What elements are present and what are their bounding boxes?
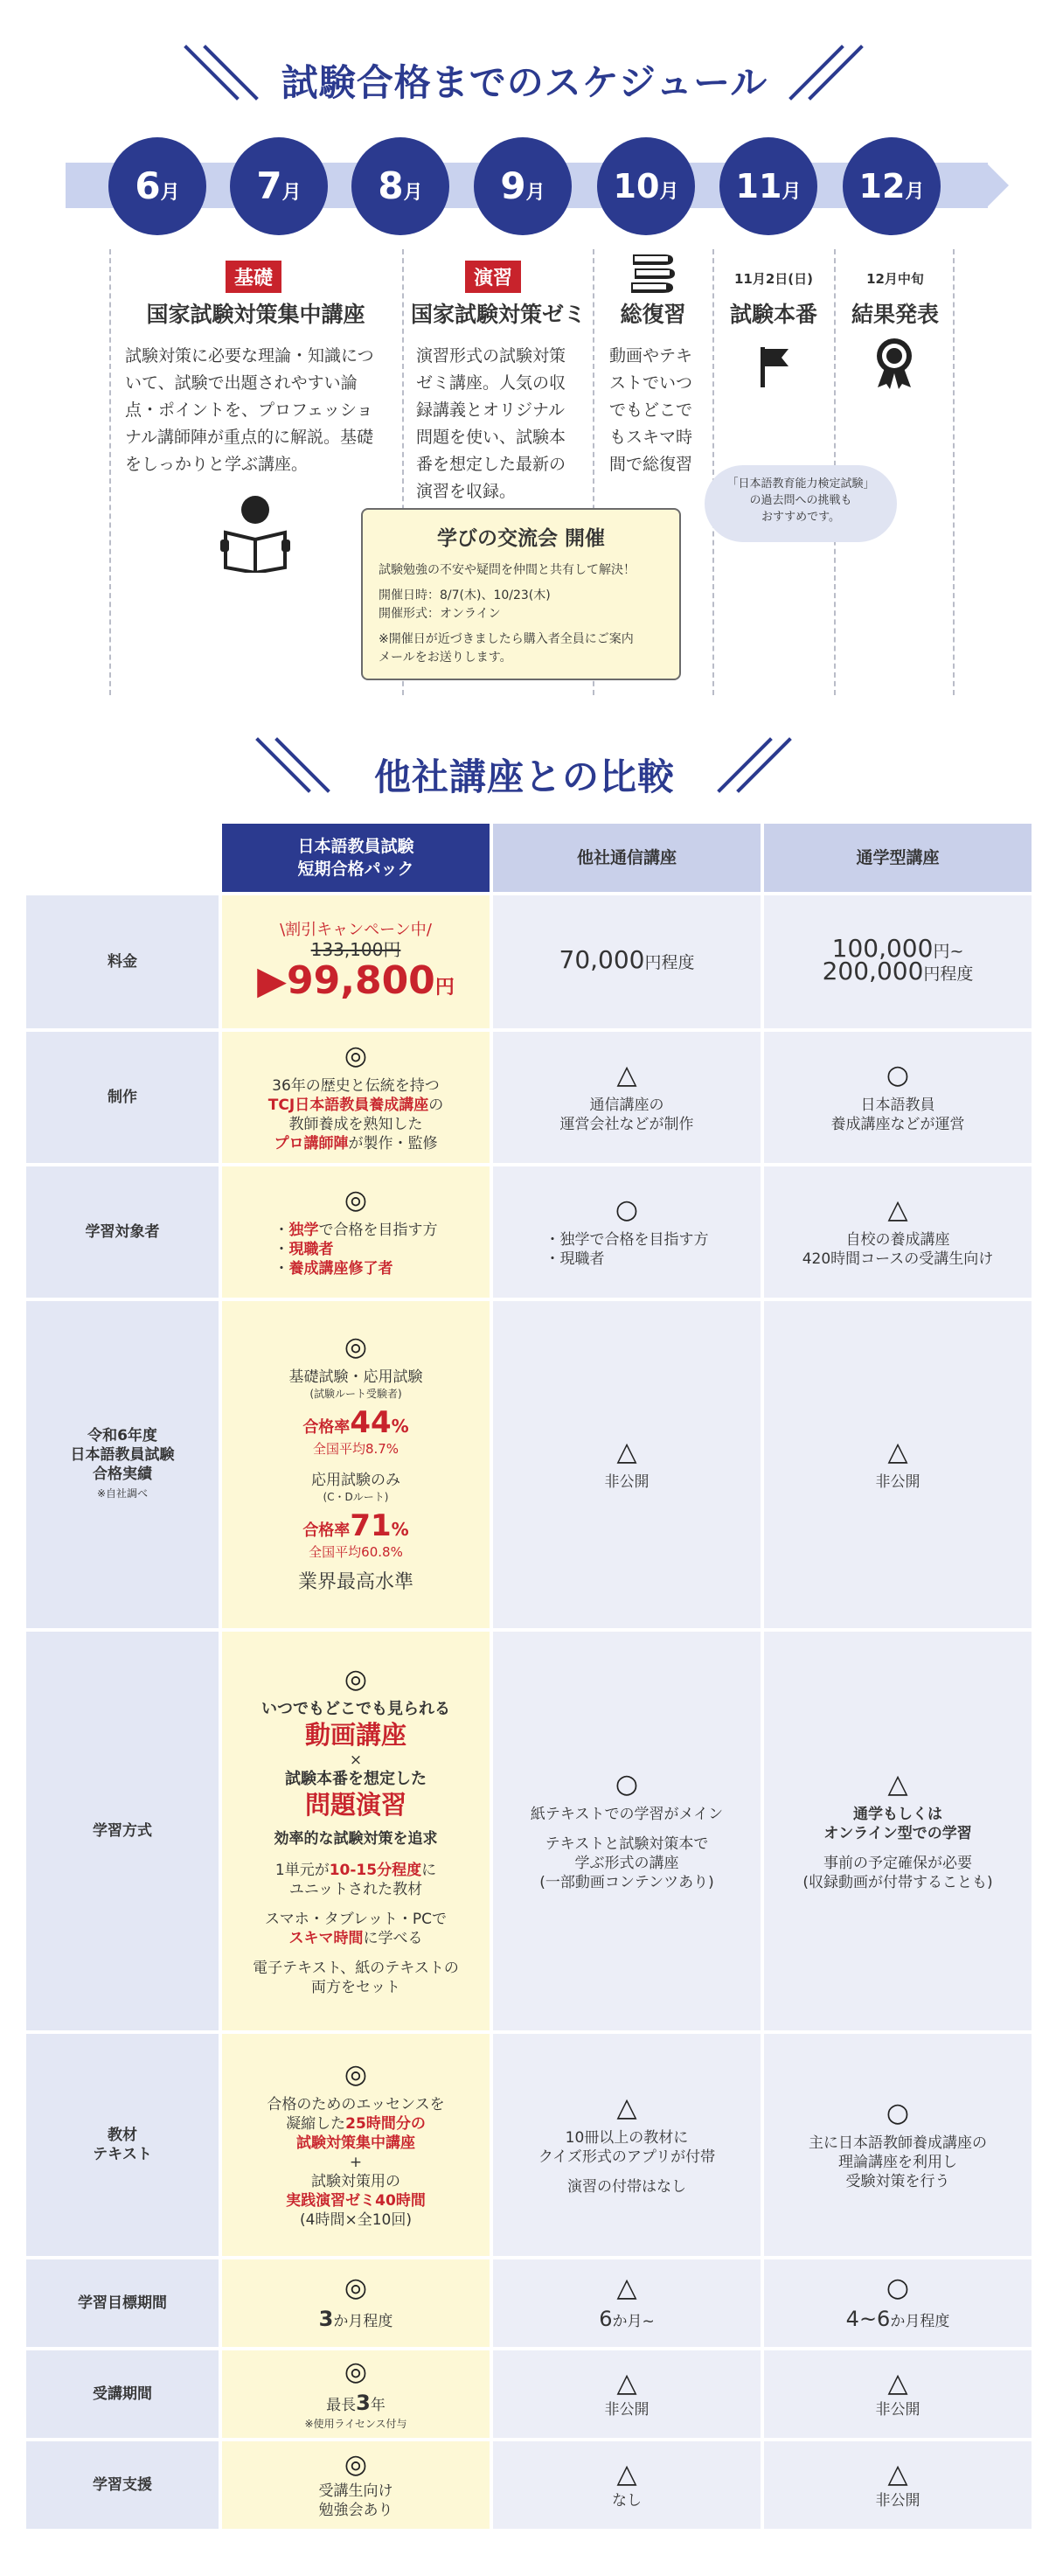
row-label-results: 令和6年度 日本語教員試験 合格実績 ※自社調べ	[26, 1301, 219, 1628]
result-date: 12月中旬	[866, 271, 924, 287]
method-our-course: ◎ いつでもどこでも見られる 動画講座 × 試験本番を想定した 問題演習 効率的な試験対策を追求 1単元が10-15分程度に ユニットされた教材 スマホ・タブレット・PCで スキマ時間に学べる 電子テキスト、紙のテキストの 両方をセット	[222, 1632, 490, 2030]
divider	[712, 249, 714, 695]
support-our-course: ◎ 受講生向け 勉強会あり	[222, 2441, 490, 2529]
row-label-target-period: 学習目標期間	[26, 2259, 219, 2347]
course-desc-review: 動画やテキ ストでいつ でもどこで もスキマ時 間で総復習	[609, 346, 693, 474]
method-commuting: △ 通学もしくは オンライン型での学習 事前の予定確保が必要 (収録動画が付帯することも)	[764, 1632, 1032, 2030]
course-title-review: 総復習	[620, 302, 686, 327]
result-title: 結果発表	[851, 302, 939, 327]
production-other: △ 通信講座の 運営会社などが制作	[493, 1032, 761, 1163]
timeline-arrow	[986, 163, 1009, 208]
flag-icon	[757, 345, 792, 389]
results-other: △ 非公開	[493, 1301, 761, 1628]
support-other: △ なし	[493, 2441, 761, 2529]
month-july: 7月	[230, 137, 328, 235]
exam-title: 試験本番	[729, 302, 817, 327]
schedule-title: 試験合格までのスケジュール	[281, 61, 768, 104]
header-commuting: 通学型講座	[764, 824, 1032, 892]
reading-person-icon	[219, 494, 292, 573]
materials-our-course: ◎ 合格のためのエッセンスを 凝縮した25時間分の 試験対策集中講座 + 試験対策用の 実践演習ゼミ40時間 (4時間×全10回)	[222, 2034, 490, 2256]
course-desc-seminar: 演習形式の試験対策 ゼミ講座。人気の収 録講義とオリジナル 問題を使い、試験本 番を想定した最新の 演習を収録。	[416, 346, 566, 501]
month-november: 11月	[719, 137, 817, 235]
row-label-materials: 教材 テキスト	[26, 2034, 219, 2256]
campaign-label: \割引キャンペーン中/	[280, 921, 432, 939]
production-our-course: ◎ 36年の歴史と伝統を持つ TCJ日本語教員養成講座の 教師養成を熟知した プロ講師陣が製作・監修	[222, 1032, 490, 1163]
new-price: ▶99,800円	[257, 958, 455, 1003]
period-other: △ 6か月~	[493, 2259, 761, 2347]
event-line: 開催日時：8/7(木)、10/23(木)	[379, 588, 551, 602]
target-other: ○ ・独学で合格を目指す方 ・現職者	[493, 1166, 761, 1298]
method-other: ○ 紙テキストでの学習がメイン テキストと試験対策本で 学ぶ形式の講座 (一部動画コンテンツあり)	[493, 1632, 761, 2030]
target-commuting: △ 自校の養成講座 420時間コースの受講生向け	[764, 1166, 1032, 1298]
event-line: ※開催日が近づきましたら購入者全員にご案内	[379, 632, 634, 646]
month-december: 12月	[843, 137, 941, 235]
month-october: 10月	[597, 137, 695, 235]
row-label-fee: 料金	[26, 895, 219, 1028]
term-other: △ 非公開	[493, 2350, 761, 2438]
event-line: 試験勉強の不安や疑問を仲間と共有して解決！	[379, 563, 636, 577]
past-exam-bubble: 「日本語教育能力検定試験」 の過去問への挑戦も おすすめです。	[705, 465, 897, 542]
month-june: 6月	[108, 137, 206, 235]
course-desc-intensive: 試験対策に必要な理論・知識につ いて、試験で出題されやすい論 点・ポイントを、プロフェッショ ナル講師陣が重点的に解説。基礎 をしっかりと学ぶ講座。	[125, 346, 374, 474]
results-our-course: ◎ 基礎試験・応用試験 (試験ルート受験者) 合格率44% 全国平均8.7% 応用試験のみ (C・Dルート) 合格率71% 全国平均60.8% 業界最高水準	[222, 1301, 490, 1628]
month-september: 9月	[474, 137, 572, 235]
header-other-correspondence: 他社通信講座	[493, 824, 761, 892]
exam-date: 11月2日(日)	[733, 271, 814, 287]
support-commuting: △ 非公開	[764, 2441, 1032, 2529]
production-commuting: ○ 日本語教員 養成講座などが運営	[764, 1032, 1032, 1163]
period-commuting: ○ 4~6か月程度	[764, 2259, 1032, 2347]
header-our-course: 日本語教員試験 短期合格パック	[222, 824, 490, 892]
fee-other: 70,000円程度	[493, 895, 761, 1028]
month-august: 8月	[351, 137, 449, 235]
exchange-event-box	[361, 508, 681, 680]
row-label-target: 学習対象者	[26, 1166, 219, 1298]
old-price: 133,100円	[310, 939, 401, 960]
materials-commuting: ○ 主に日本語教師養成講座の 理論講座を利用し 受験対策を行う	[764, 2034, 1032, 2256]
tag-practice: 演習	[465, 261, 521, 293]
target-our-course: ◎ ・独学で合格を目指す方 ・現職者 ・養成講座修了者	[222, 1166, 490, 1298]
fee-commuting: 100,000円~ 200,000円程度	[764, 895, 1032, 1028]
event-line: メールをお送りします。	[379, 651, 512, 665]
term-our-course: ◎ 最長3年 ※使用ライセンス付与	[222, 2350, 490, 2438]
row-label-course-term: 受講期間	[26, 2350, 219, 2438]
divider	[953, 249, 955, 695]
tag-basic: 基礎	[226, 261, 281, 293]
event-title: 学びの交流会 開催	[436, 527, 605, 550]
books-icon	[628, 251, 677, 293]
compare-title: 他社講座との比較	[373, 755, 675, 798]
course-title-seminar: 国家試験対策ゼミ	[410, 302, 586, 327]
fee-our-course	[222, 895, 490, 1028]
results-commuting: △ 非公開	[764, 1301, 1032, 1628]
period-our-course: ◎ 3か月程度	[222, 2259, 490, 2347]
event-line: 開催形式：オンライン	[379, 607, 501, 621]
row-label-support: 学習支援	[26, 2441, 219, 2529]
materials-other: △ 10冊以上の教材に クイズ形式のアプリが付帯 演習の付帯はなし	[493, 2034, 761, 2256]
row-label-production: 制作	[26, 1032, 219, 1163]
row-label-method: 学習方式	[26, 1632, 219, 2030]
divider	[109, 249, 111, 695]
course-title-intensive: 国家試験対策集中講座	[146, 302, 365, 327]
medal-icon	[874, 337, 914, 389]
term-commuting: △ 非公開	[764, 2350, 1032, 2438]
